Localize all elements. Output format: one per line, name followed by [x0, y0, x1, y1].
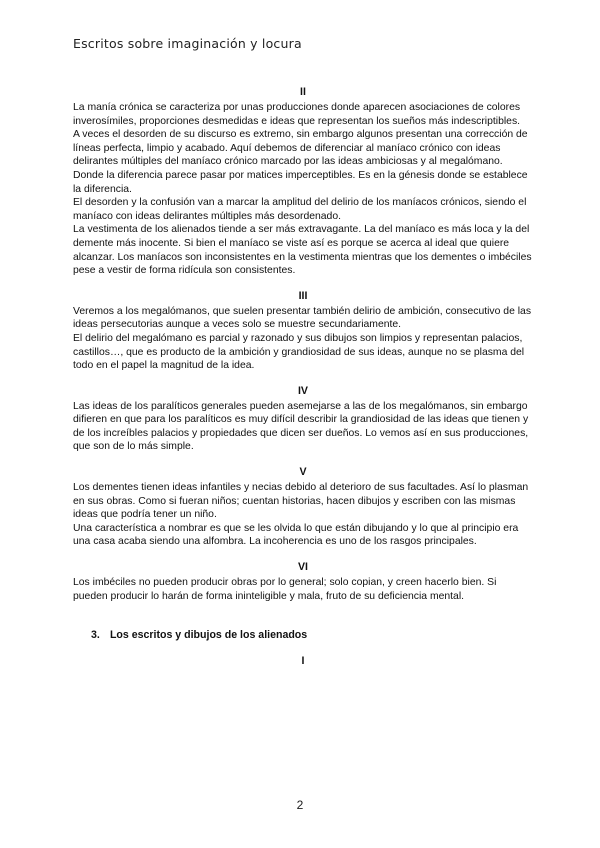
paragraph: El desorden y la confusión van a marcar la amplitud del delirio de los maníacos crónicos, siendo el maníaco con ideas delirantes múltiples más desordenado.	[73, 197, 527, 222]
section-numeral: I	[301, 654, 305, 667]
section-heading-number: 3.	[91, 629, 100, 642]
section-heading	[91, 629, 533, 643]
running-header: Escritos sobre imaginación y locura	[73, 36, 302, 51]
paragraph: Veremos a los megalómanos, que suelen presentar también delirio de ambición, consecutivo de las ideas persecutorias aunque a veces solo se muestre secundariamente.	[73, 305, 532, 331]
section-numeral: IV	[297, 384, 308, 397]
section-numeral: II	[300, 86, 306, 98]
paragraph: A veces el desorden de su discurso es extremo, sin embargo algunos presentan una corrección de líneas perfecta, limpio y acabado. Aquí debemos de diferenciar al maníaco crónico con ideas delirantes múltiples del maníaco crónico marcado por las ideas ambiciosas y al megalómano. Donde la diferencia parece pasar por matices imperceptibles. Es en la génesis donde se establece la diferencia.	[73, 129, 528, 195]
paragraph: La manía crónica se caracteriza por unas producciones donde aparecen asociaciones de colores inverosímiles, proporciones desmedidas e ideas que representan los sueños más indescriptibles.	[73, 102, 521, 127]
document-body	[73, 86, 533, 670]
section-heading-title: Los escritos y dibujos de los alienados	[109, 629, 308, 642]
page-number: 2	[296, 798, 304, 812]
paragraph: Una característica a nombrar es que se les olvida lo que están dibujando y lo que al principio era una casa acaba siendo una alfombra. La incoherencia es uno de los rasgos principales.	[73, 522, 519, 548]
paragraph: Los dementes tienen ideas infantiles y necias debido al deterioro de sus facultades. Así lo plasman en sus obras. Como si fueran niños; cuentan historias, hacen dibujos y escriben con las mismas ideas que podría tener un niño.	[73, 482, 529, 521]
paragraph: Las ideas de los paralíticos generales pueden asemejarse a las de los megalómanos, sin embargo difieren en que para los paralíticos es muy difícil describir la grandiosidad de las ideas que tienen y de los increíbles palacios y propiedades que dicen ser dueños. Lo vemos así en sus producciones, que son de lo más simple.	[73, 400, 529, 453]
section-numeral: V	[299, 466, 307, 479]
paragraph: Los imbéciles no pueden producir obras por lo general; solo copian, y creen hacerlo bien. Si pueden producir lo harán de forma ininteligible y mala, fruto de su deficiencia mental.	[73, 577, 497, 602]
paragraph: La vestimenta de los alienados tiende a ser más extravagante. La del maníaco es más loca y la del demente más inocente. Si bien el maníaco se viste así es porque se acerca al ideal que quiere alcanzar. Los maníacos son inconsistentes en la vestimenta mientras que los dementes o imbéciles pese a vestir de forma ridícula son consistentes.	[73, 224, 532, 277]
section-numeral: III	[298, 289, 308, 302]
paragraph: El delirio del megalómano es parcial y razonado y sus dibujos son limpios y representan palacios, castillos…, que es producto de la ambición y grandiosidad de sus ideas, aunque no se plasma del todo en el papel la magnitud de la idea.	[73, 332, 525, 372]
section-numeral: VI	[297, 561, 308, 574]
